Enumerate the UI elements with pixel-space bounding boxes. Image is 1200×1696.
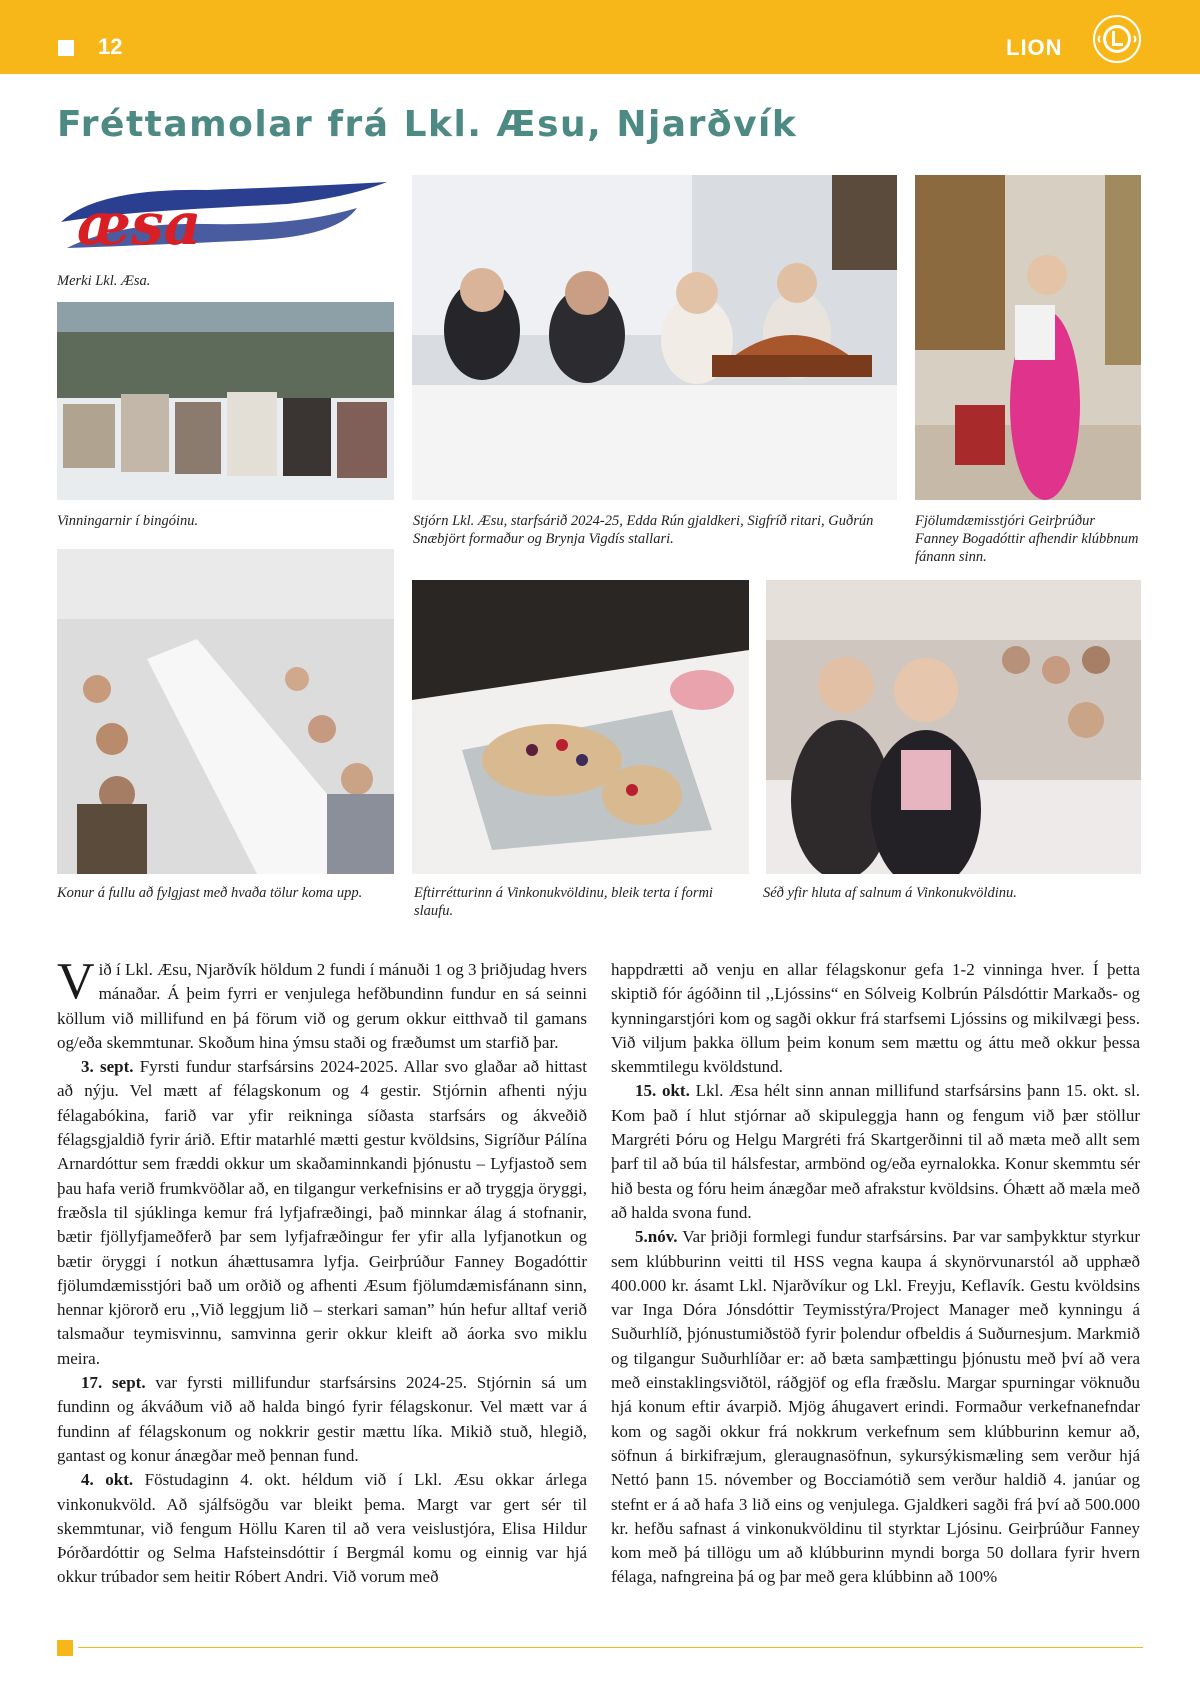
article-body-column-2	[611, 958, 1140, 1590]
article-body-column-1	[57, 953, 588, 1590]
article-title: Fréttamolar frá Lkl. Æsu, Njarðvík	[57, 104, 798, 145]
paragraph-3-sept: 3. sept. Fyrsti fundur starfsársins 2024-2025. Allar svo glaðar að hittast að nýju. Vel mætt af félagskonum og 4 gestir. Stjórnin afhenti nýju félagabókina, farið var yfir reikninga síðasta starfsárs og ákveðið félagsgjaldið fyrir árið. Eftir matarhlé mætti gestur kvöldsins, Sigríður Pálína Arnardóttur sem fræddi okkur um skaðaminnkandi þjónustu – Lyfjastoð sem þau hafa verið frumkvöðlar að, en tilgangur verkefnisins er að tryggja öryggi, fræðsla til sjúklinga kemur frá lyfjafræðingi, það minnkar álag á stofnanir, bætir fjöllyfjameðferð þar sem lyfjafræðingur fer yfir alla lyfjanotkun og bætir öryggi í notkun áhættusamra lyfja. Geirþrúður Fanney Bogadóttir fjölumdæmisstjóri bað um orðið og afhenti Æsum fjölumdæmisfánann sinn, hennar kjörorð eru ,,Við leggjum lið – sterkari saman” hún hefur alltaf verið talsmaður teymisvinnu, samvinna gerir okkur kleift að áorka svo miklu meira.	[57, 1057, 587, 1368]
dropcap: V	[57, 953, 95, 1010]
page-number: 12	[98, 34, 123, 59]
district-governor-caption: Fjölumdæmisstjóri Geirþrúður Fanney Bogadóttir afhendir klúbbnum fánann sinn.	[915, 513, 1139, 565]
bingo-prizes-photo	[57, 302, 394, 500]
bingo-prizes-caption: Vinningarnir í bingóinu.	[57, 513, 199, 529]
bingo-players-photo	[57, 549, 394, 874]
bingo-players-caption: Konur á fullu að fylgjast með hvaða tölur koma upp.	[57, 885, 363, 901]
dessert-caption: Eftirrétturinn á Vinkonukvöldinu, bleik terta í formi slaufu.	[414, 885, 713, 919]
district-governor-photo	[915, 175, 1141, 500]
logo-caption: Merki Lkl. Æsa.	[57, 273, 151, 289]
dessert-photo	[412, 580, 749, 874]
paragraph-continued: happdrætti að venju en allar félagskonur gefa 1-2 vinninga hver. Í þetta skiptið fór ágóðinn til ,,Ljóssins“ en Sólveig Kolbrún Pálsdóttir Markaðs- og kynningarstjóri kom og sagði okkur frá starfsemi Ljóssins og mikilvægi þess. Við viljum þakka öllum þeim konum sem mættu og áttu með okkur þessa skemmtilegu kvöldstund.	[611, 960, 1140, 1077]
magazine-name: LION	[1006, 35, 1063, 60]
hall-caption: Séð yfir hluta af salnum á Vinkonukvöldinu.	[763, 885, 1017, 901]
footer-square-icon	[57, 1640, 73, 1656]
paragraph-intro: Við í Lkl. Æsu, Njarðvík höldum 2 fundi í mánuði 1 og 3 þriðjudag hvers mánaðar. Á þeim fyrri er venjulega hefðbundinn fundur en sá seinni köllum við millifund en þá förum við og gerum okkur eitthvað til gamans og/eða skemmtunar. Skoðum hina ýmsu staði og fræðumst um starfið þar.	[57, 953, 587, 1052]
paragraph-5-nov: 5.nóv. Var þriðji formlegi fundur starfsársins. Þar var samþykktur styrkur sem klúbburinn veitti til HSS vegna kaupa á skynörvunarstól að upphæð 400.000 kr. ásamt Lkl. Njarðvíkur og Lkl. Freyju, Keflavík. Gestu kvöldsins var Inga Dóra Jónsdóttir Teymisstýra/Project Manager með kynningu á Suðurhlíð, þjónustumiðstöð fyrir þolendur ofbeldis á Suðurnesjum. Markmið og tilgangur Suðurhlíðar er: að bæta samþættingu þjónustu með því að vera með einstaklingsviðtöl, ráðgjöf og efla fræðslu. Margar spurningar vöknuðu hjá konum eftir ávarpið. Mjög áhugavert erindi. Formaður verkefnanefndar kom og sagði okkur frá nokkrum verkefnum sem klúbburinn kemur að, söfnun á birkifræjum, gleraugnasöfnun, sykursýkismæling sem verður hjá Nettó þann 15. nóvember og Bocciamótið sem verður haldið 4. janúar og stefnt er á að hafa 3 lið eins og venjulega. Gjaldkeri sagði frá því að 500.000 kr. hefðu safnast á vinkonukvöldinu til styrktar Ljósinu. Geirþrúður Fanney kom með þá tillögu um að klúbburinn myndi borga 50 dollara fyrir hvern félaga, nafngreina þá og þar með gera klúbbinn að 100%	[611, 1227, 1140, 1587]
board-photo	[412, 175, 897, 500]
footer-rule	[78, 1647, 1143, 1648]
paragraph-15-okt: 15. okt. Lkl. Æsa hélt sinn annan millifund starfsársins þann 15. okt. sl. Kom það í hlut stjórnar að skipuleggja hann og fengum við þær stöllur Margréti Þóru og Helgu Margréti frá Skartgerðinni til að mæta með allt sem þarf til að búa til hálsfestar, armbönd og/eða eyrnalokka. Konur skemmtu sér hið besta og fóru heim ánægðar með afrakstur kvöldsins. Óhætt að mæla með að halda svona fund.	[611, 1081, 1140, 1222]
board-caption: Stjórn Lkl. Æsu, starfsárið 2024-25, Edda Rún gjaldkeri, Sigfríð ritari, Guðrún Snæbjört formaður og Brynja Vigdís stallari.	[413, 513, 874, 547]
svg-text:æsa: æsa	[77, 190, 202, 258]
hall-photo	[766, 580, 1141, 874]
paragraph-17-sept: 17. sept. var fyrsti millifundur starfsársins 2024-25. Stjórnin sá um fundinn og ákváðum við að halda bingó fyrir félagskonur. Vel mætt var á fundinn af félagskonum og nokkrir gestir mættu líka. Mikið stuð, hlegið, gantast og konur ánægðar með þennan fund.	[57, 1373, 588, 1465]
aesa-club-logo	[57, 178, 393, 258]
header-square-icon	[58, 40, 74, 56]
paragraph-4-okt: 4. okt. Föstudaginn 4. okt. héldum við í Lkl. Æsu okkar árlega vinkonukvöld. Að sjálfsögðu var bleikt þema. Margt var gert sér til skemmtunar, við fengum Höllu Karen til að vera veislustjóra, Elisa Hildur Þórðardóttir og Selma Hafsteinsdóttir í Bergmál komu og einnig var hjá okkur trúbador sem heitir Róbert Andri. Við vorum með	[57, 1470, 587, 1587]
lions-club-emblem-icon	[1092, 14, 1142, 64]
header-band	[0, 0, 1200, 74]
